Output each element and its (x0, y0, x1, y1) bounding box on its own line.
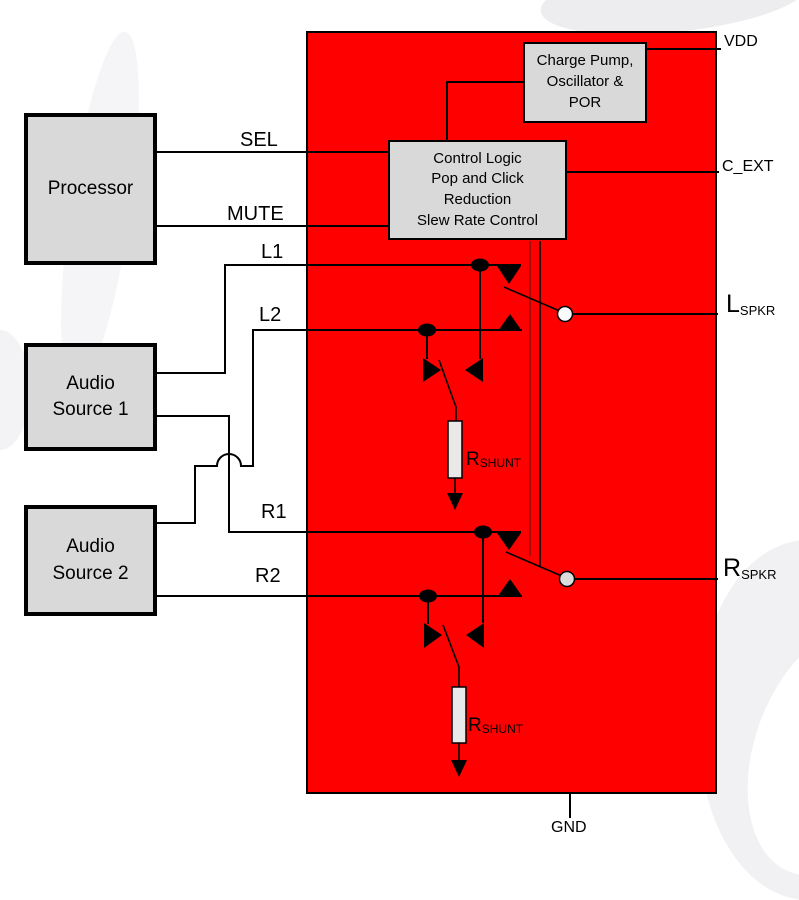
rspkr-main: R (723, 554, 742, 582)
l-mute-switch-lever (439, 360, 456, 421)
control-logic-line4: Slew Rate Control (417, 211, 538, 229)
gnd-pin-label: GND (551, 819, 587, 836)
charge-pump-line1: Charge Pump, (536, 52, 634, 70)
l-mute-left-contact-icon (465, 358, 483, 382)
r2-contact-triangle-icon (498, 579, 522, 596)
r1-junction-dot (474, 526, 492, 539)
mute-signal-label: MUTE (227, 203, 284, 225)
control-logic-line3: Reduction (443, 191, 512, 208)
r-mute-left-contact-icon (466, 623, 484, 648)
rspkr-sub: SPKR (741, 567, 777, 582)
r1-wire (157, 416, 521, 532)
r-shunt-right-main: R (468, 715, 482, 736)
control-to-chargepump-wire (447, 82, 523, 140)
audio-source-1-line2: Source 1 (52, 399, 129, 420)
audio-source-2-block (24, 505, 157, 616)
lspkr-main: L (726, 290, 740, 318)
r1-signal-label: R1 (261, 501, 287, 523)
l-mute-right-contact-icon (423, 358, 441, 382)
processor-label: Processor (47, 177, 134, 199)
l2-contact-triangle-icon (498, 314, 522, 331)
charge-pump-line2: Oscillator & (546, 73, 624, 91)
r-shunt-left-main: R (466, 449, 480, 470)
control-logic-line2: Pop and Click (431, 170, 524, 188)
audio-source-2-line1: Audio (66, 536, 115, 558)
l1-junction-dot (471, 259, 489, 272)
l-switch-pole (558, 307, 573, 322)
r-shunt-right-label (468, 715, 523, 737)
lspkr-sub: SPKR (739, 303, 776, 318)
r-mute-right-contact-icon (424, 623, 442, 648)
l2-junction-dot (418, 324, 436, 337)
l-shunt-ground-arrow-icon (447, 493, 463, 510)
r-shunt-ground-arrow-icon (451, 760, 467, 777)
r-mute-switch-lever (443, 625, 459, 687)
cext-pin-label: C_EXT (722, 158, 774, 175)
l-select-switch-lever (504, 287, 562, 312)
rspkr-pin-label (723, 554, 776, 583)
l1-contact-triangle-icon (497, 266, 521, 284)
lspkr-pin-label (726, 290, 775, 319)
r-switch-pole (560, 572, 575, 587)
l1-signal-label: L1 (261, 241, 284, 263)
r2-signal-label: R2 (255, 565, 281, 587)
l2-wire-with-hop (157, 330, 522, 523)
processor-block (24, 113, 157, 265)
vdd-pin-label: VDD (724, 33, 758, 50)
r-shunt-right-sub: SHUNT (481, 722, 524, 736)
r-shunt-right-resistor (452, 687, 466, 743)
audio-source-1-block (24, 343, 157, 451)
r-shunt-left-resistor (448, 421, 462, 478)
control-logic-block (388, 140, 567, 240)
r-shunt-left-sub: SHUNT (479, 456, 522, 470)
r2-junction-dot (419, 590, 437, 603)
r-shunt-left-label (466, 449, 521, 471)
audio-source-2-line2: Source 2 (52, 562, 129, 584)
charge-pump-line3: POR (568, 93, 602, 111)
control-logic-line1: Control Logic (433, 149, 522, 167)
charge-pump-block (523, 42, 647, 123)
r-select-switch-lever (506, 552, 564, 577)
audio-source-1-line1: Audio (66, 372, 115, 394)
r1-contact-triangle-icon (497, 533, 521, 550)
l2-signal-label: L2 (259, 304, 282, 326)
sel-signal-label: SEL (240, 129, 278, 151)
l1-wire (157, 265, 521, 373)
